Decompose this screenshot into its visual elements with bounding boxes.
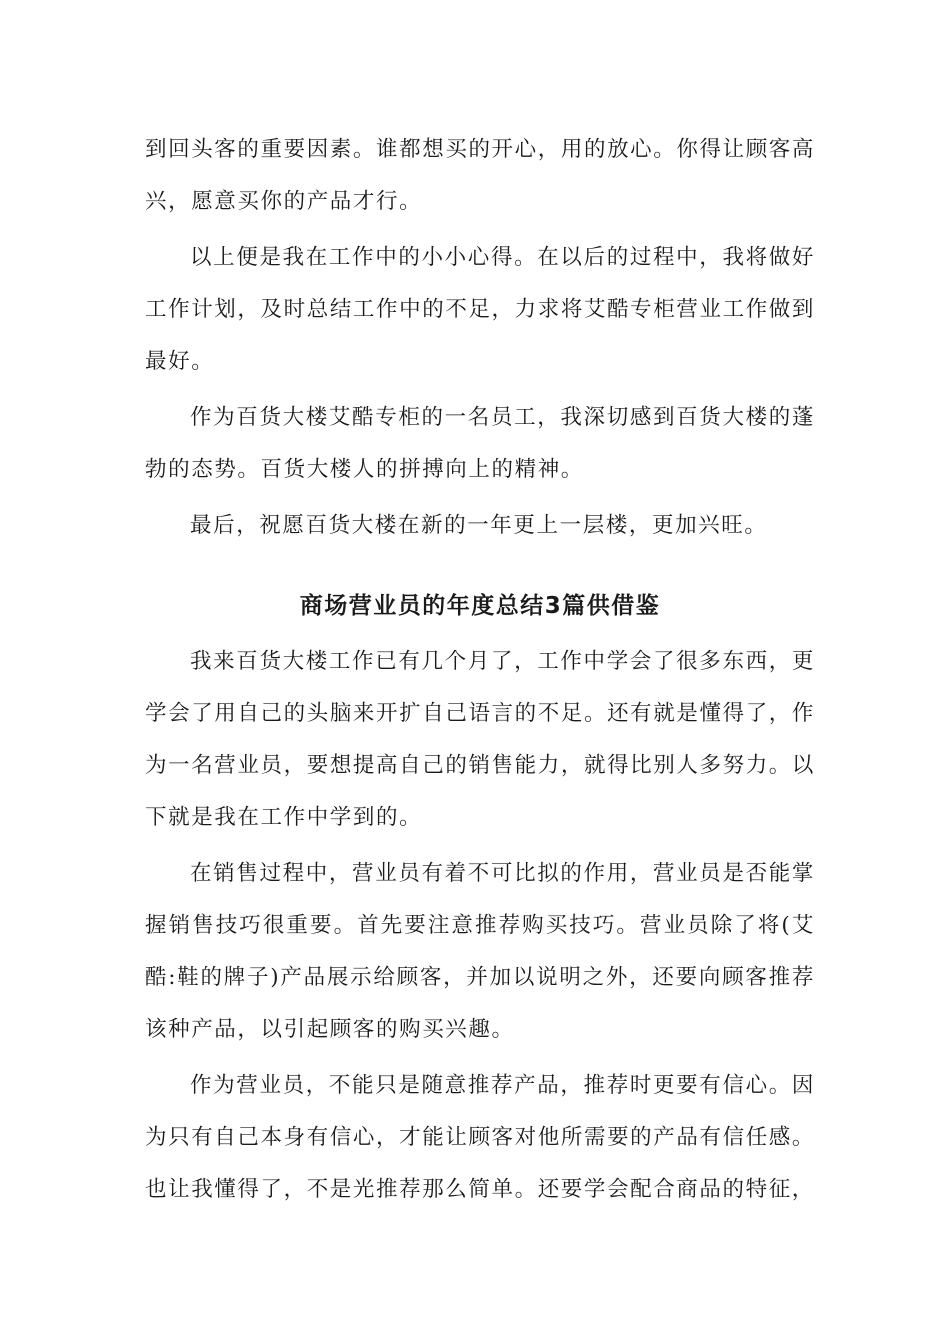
paragraph-sales-skills: 在销售过程中，营业员有着不可比拟的作用，营业员是否能掌握销售技巧很重要。首先要注意推荐购买技巧。营业员除了将(艾酷:鞋的牌子)产品展示给顾客，并加以说明之外，还要向顾客推荐该种产品，以引起顾客的购买兴趣。 [145,861,815,1042]
document-body [145,124,815,1216]
paragraph-intro: 我来百货大楼工作已有几个月了，工作中学会了很多东西，更学会了用自己的头脑来开扩自己语言的不足。还有就是懂得了，作为一名营业员，要想提高自己的销售能力，就得比别人多努力。以下就是我在工作中学到的。 [145,649,815,830]
paragraph-continuation: 到回头客的重要因素。谁都想买的开心，用的放心。你得让顾客高兴，愿意买你的产品才行。 [145,137,815,214]
paragraph-confidence: 作为营业员，不能只是随意推荐产品，推荐时更要有信心。因为只有自己本身有信心，才能让顾客对他所需要的产品有信任感。也让我懂得了，不是光推荐那么简单。还要学会配合商品的特征， [145,1073,815,1202]
paragraph-closing-wish: 最后，祝愿百货大楼在新的一年更上一层楼，更加兴旺。 [190,513,768,538]
paragraph-employee-feelings: 作为百货大楼艾酷专柜的一名员工，我深切感到百货大楼的蓬勃的态势。百货大楼人的拼搏向上的精神。 [145,405,815,482]
section-title: 商场营业员的年度总结3篇供借鉴 [299,593,661,619]
paragraph-work-insights: 以上便是我在工作中的小小心得。在以后的过程中，我将做好工作计划，及时总结工作中的不足，力求将艾酷专柜营业工作做到最好。 [145,245,815,374]
